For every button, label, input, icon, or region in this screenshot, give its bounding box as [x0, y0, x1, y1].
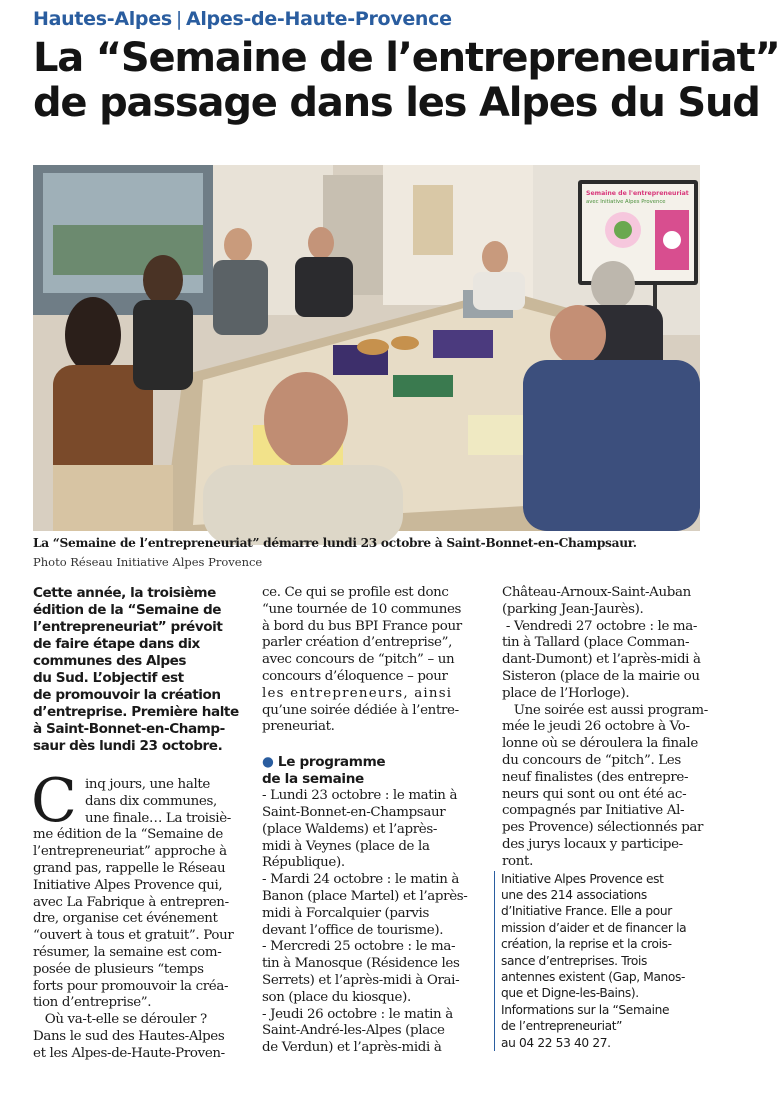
body-line: Une soirée est aussi program- — [502, 702, 708, 718]
body-line: des jurys locaux y participe- — [502, 836, 683, 852]
body-line: grand pas, rappelle le Réseau — [33, 860, 226, 876]
body-line: Château-Arnoux-Saint-Auban — [502, 585, 691, 600]
body-line: concours d’éloquence – pour — [262, 668, 448, 684]
body-paragraph-1 — [31, 766, 255, 1063]
lead-line: saur dès lundi 23 octobre. — [33, 738, 223, 754]
kicker-separator: | — [175, 8, 182, 30]
body-line: inq jours, une halte — [85, 777, 210, 792]
body-line: posée de plusieurs “temps — [33, 961, 204, 977]
body-line: pes Provence) sélectionnés par — [502, 820, 704, 836]
kicker-region-1: Hautes-Alpes — [33, 8, 172, 30]
programme-line: midi à Forcalquier (parvis — [262, 905, 429, 921]
programme-heading-text-1: Le programme — [277, 754, 386, 771]
programme-line: Serrets) et l’après-midi à Orai- — [262, 972, 460, 988]
info-line: création, la reprise et la crois- — [501, 937, 672, 952]
programme-line: Saint-André-les-Alpes (place — [262, 1023, 445, 1039]
body-line: neurs qui sont ou ont été ac- — [502, 786, 687, 802]
programme-line: Banon (place Martel) et l’après- — [262, 888, 468, 904]
body-line: dre, organise cet événement — [33, 911, 218, 927]
body-line: Où va-t-elle se dérouler ? — [33, 1012, 207, 1028]
info-line: de l’entrepreneuriat” — [501, 1019, 623, 1034]
dropcap-letter: C — [31, 766, 77, 836]
body-line: une finale… La troisiè- — [85, 810, 231, 826]
info-line: au 04 22 53 40 27. — [501, 1035, 611, 1050]
body-line: preneuriat. — [262, 719, 335, 735]
body-line: Sisteron (place de la mairie ou — [502, 668, 700, 684]
headline-line-2: de passage dans les Alpes du Sud — [33, 80, 760, 126]
section-kicker — [33, 8, 452, 30]
lead-line: communes des Alpes — [33, 653, 187, 669]
body-line: Initiative Alpes Provence qui, — [33, 877, 223, 893]
body-line: - Vendredi 27 octobre : le ma- — [502, 618, 698, 634]
programme-line: son (place du kiosque). — [262, 989, 411, 1005]
body-line: mée le jeudi 26 octobre à Vo- — [502, 719, 690, 735]
column-1 — [33, 585, 255, 1063]
body-line: qu’une soirée dédiée à l’entre- — [262, 702, 459, 718]
screen-title-line-1: Semaine de l'entrepreneuriat — [586, 190, 689, 197]
programme-line: (place Waldems) et l’après- — [262, 821, 438, 837]
body-line: parler création d’entreprise”, — [262, 635, 452, 651]
lead-paragraph — [33, 585, 255, 755]
body-line: dans dix communes, — [85, 793, 217, 809]
screen-title-line-2: avec Initiative Alpes Provence — [586, 199, 666, 205]
programme-line: midi à Veynes (place de la — [262, 838, 430, 854]
body-line: (parking Jean-Jaurès). — [502, 601, 644, 617]
lead-line: Cette année, la troisième — [33, 585, 216, 601]
body-line: ront. — [502, 853, 533, 869]
programme-line: - Jeudi 26 octobre : le matin à — [262, 1006, 453, 1022]
body-line: les entrepreneurs, ainsi — [262, 685, 453, 701]
lead-line: l’entrepreneuriat” prévoit — [33, 619, 223, 635]
body-line: avec La Fabrique à entrepren- — [33, 894, 229, 910]
info-line: Initiative Alpes Provence est — [501, 871, 664, 886]
bullet-icon: ● — [262, 754, 274, 771]
lead-line: de promouvoir la création — [33, 687, 221, 703]
programme-line: devant l’office de tourisme). — [262, 922, 444, 938]
lead-line: à Saint-Bonnet-en-Champ- — [33, 721, 225, 737]
body-line: tion d’entreprise”. — [33, 995, 152, 1011]
article-photo — [33, 165, 700, 531]
photo-credit: Photo Réseau Initiative Alpes Provence — [33, 555, 263, 569]
programme-heading-line-2: de la semaine — [262, 771, 364, 788]
column-2 — [262, 585, 482, 1057]
body-line: “une tournée de 10 communes — [262, 601, 462, 617]
programme-line: - Mercredi 25 octobre : le ma- — [262, 939, 456, 955]
body-line: lonne où se déroulera la finale — [502, 736, 698, 752]
lead-line: d’entreprise. Première halte — [33, 704, 239, 720]
body-line: résumer, la semaine est com- — [33, 944, 222, 960]
meeting-photo-illustration — [33, 165, 700, 531]
body-line: du concours de “pitch”. Les — [502, 752, 681, 768]
info-line: que et Digne-les-Bains). — [501, 986, 639, 1001]
body-line: et les Alpes-de-Haute-Proven- — [33, 1045, 225, 1061]
body-line: tin à Tallard (place Comman- — [502, 635, 690, 651]
programme-heading — [262, 754, 482, 788]
programme-heading-line-1 — [262, 754, 482, 771]
info-line: une des 214 associations — [501, 887, 647, 902]
body-line: forts pour promouvoir la créa- — [33, 978, 229, 994]
photo-caption: La “Semaine de l’entrepreneuriat” démarre lundi 23 octobre à Saint-Bonnet-en-Champsaur. — [33, 536, 637, 550]
article-headline — [33, 35, 780, 126]
column-3 — [501, 585, 708, 1051]
kicker-region-2: Alpes-de-Haute-Provence — [185, 8, 452, 30]
body-line: l’entrepreneuriat” approche à — [33, 844, 227, 860]
body-line: dant-Dumont) et l’après-midi à — [502, 652, 701, 668]
programme-line: Saint-Bonnet-en-Champsaur — [262, 804, 446, 820]
body-line: à bord du bus BPI France pour — [262, 618, 462, 634]
body-line: compagnés par Initiative Al- — [502, 803, 685, 819]
programme-line: de Verdun) et l’après-midi à — [262, 1040, 442, 1056]
info-line: Informations sur la “Semaine — [501, 1002, 670, 1017]
lead-line: de faire étape dans dix — [33, 636, 200, 652]
body-line: Dans le sud des Hautes-Alpes — [33, 1028, 225, 1044]
info-line: d’Initiative France. Elle a pour — [501, 904, 672, 919]
body-line: me édition de la “Semaine de — [33, 827, 223, 843]
body-line: avec concours de “pitch” – un — [262, 652, 455, 668]
body-line: “ouvert à tous et gratuit”. Pour — [33, 928, 234, 944]
info-line: sance d’entreprises. Trois — [501, 953, 648, 968]
headline-line-1: La “Semaine de l’entrepreneuriat” — [33, 35, 780, 81]
body-line: ce. Ce qui se profile est donc — [262, 585, 449, 600]
lead-line: du Sud. L’objectif est — [33, 670, 184, 686]
programme-line: République). — [262, 855, 345, 871]
programme-line: - Lundi 23 octobre : le matin à — [262, 788, 458, 804]
body-line: place de l’Horloge). — [502, 685, 630, 701]
lead-line: édition de la “Semaine de — [33, 602, 222, 618]
info-line: mission d’aider et de financer la — [501, 920, 687, 935]
body-line: neuf finalistes (des entrepre- — [502, 769, 689, 785]
programme-line: tin à Manosque (Résidence les — [262, 956, 460, 972]
info-box — [494, 871, 700, 1051]
programme-line: - Mardi 24 octobre : le matin à — [262, 872, 460, 888]
info-line: antennes existent (Gap, Manos- — [501, 969, 686, 984]
